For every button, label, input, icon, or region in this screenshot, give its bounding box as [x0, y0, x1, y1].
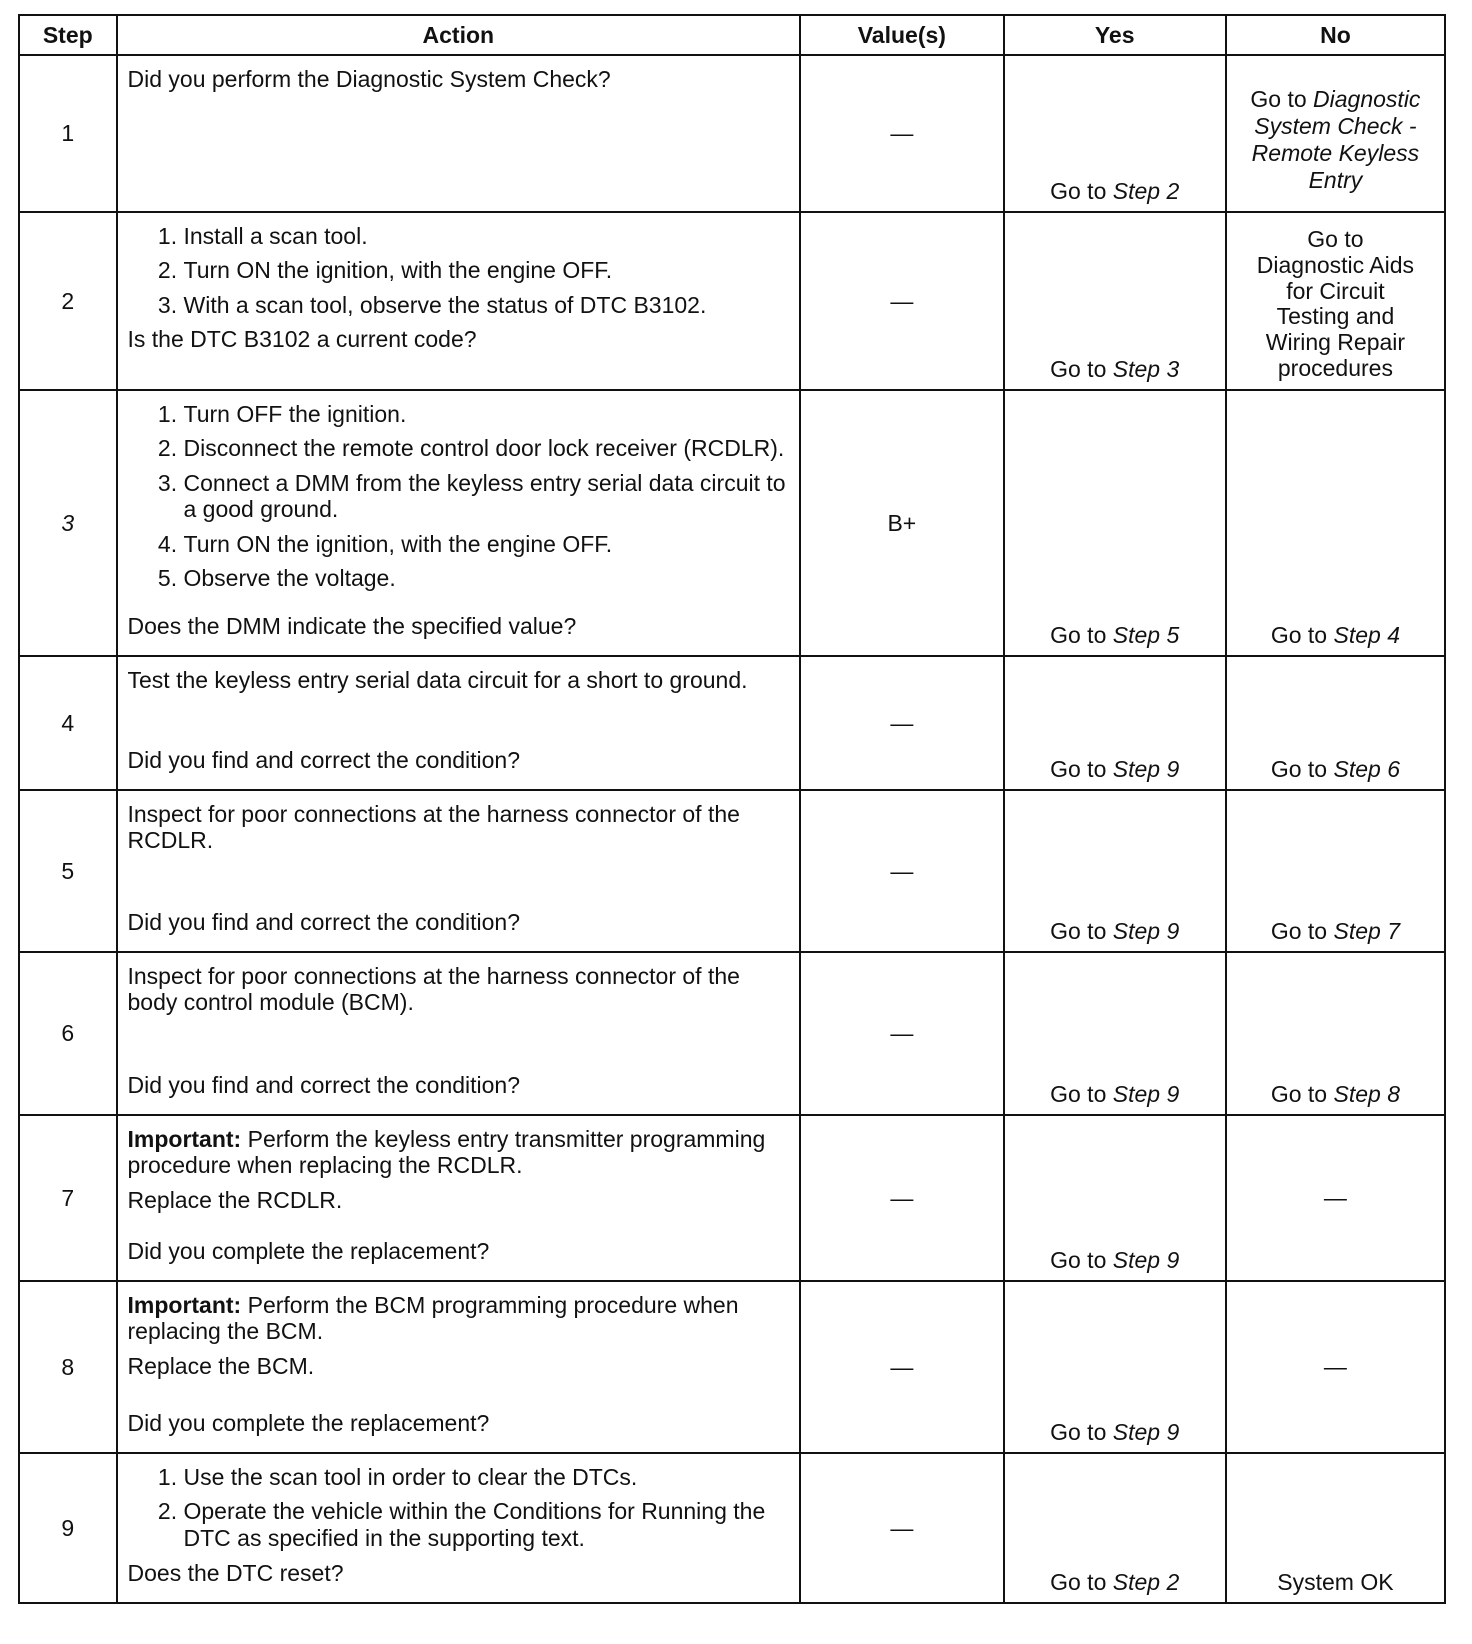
no-cell: [1226, 390, 1445, 656]
list-item: 2. Operate the vehicle within the Conditions for Running the DTC as specified in the supporting text.: [184, 1498, 790, 1551]
goto-prefix: Go to: [1270, 756, 1328, 782]
important-label: Important:: [127, 1126, 242, 1152]
value-cell: B+: [800, 390, 1003, 656]
goto-prefix: Go to: [1050, 1081, 1107, 1107]
table-row: [19, 1453, 1445, 1603]
no-cell: [1226, 952, 1445, 1115]
important-text: Perform the BCM programming procedure when replacing the BCM.: [127, 1292, 739, 1345]
question-text: Did you find and correct the condition?: [127, 746, 521, 773]
action-cell: [117, 390, 801, 656]
yes-cell: [1004, 390, 1226, 656]
goto-prefix: Go to: [1270, 918, 1328, 944]
yes-goto: [1005, 756, 1225, 783]
no-cell: [1226, 790, 1445, 952]
value-cell: —: [800, 790, 1003, 952]
value-cell: —: [800, 952, 1003, 1115]
action-cell: [117, 212, 801, 390]
no-cell: [1226, 1115, 1445, 1281]
no-cell: [1226, 1453, 1445, 1603]
action-text: Test the keyless entry serial data circuit for a short to ground.: [127, 667, 748, 693]
yes-goto: [1005, 1081, 1225, 1108]
no-goto: [1227, 756, 1444, 783]
important-label: Important:: [127, 1292, 242, 1318]
list-item: 1. Install a scan tool.: [184, 223, 790, 249]
yes-goto: [1005, 178, 1225, 205]
yes-cell: [1004, 656, 1226, 790]
no-cell: [1226, 656, 1445, 790]
goto-prefix: Go to: [1050, 1569, 1107, 1595]
goto-prefix: Go to: [1050, 622, 1107, 648]
step-number: 9: [19, 1453, 117, 1603]
action-cell: [117, 952, 801, 1115]
no-goto: [1227, 1081, 1444, 1108]
question-text: Is the DTC B3102 a current code?: [127, 326, 477, 353]
goto-target: Step 6: [1333, 756, 1400, 782]
yes-goto: [1005, 1419, 1225, 1446]
step-number: 3: [19, 390, 117, 656]
no-cell: [1226, 212, 1445, 390]
question-text: Does the DMM indicate the specified value?: [127, 612, 577, 639]
important-note: [128, 1126, 790, 1179]
question-text: Does the DTC reset?: [127, 1559, 344, 1586]
value-cell: —: [800, 212, 1003, 390]
no-goto: Go to Diagnostic Aids for Circuit Testing and Wiring Repair procedures: [1256, 226, 1415, 381]
list-item: 2. Turn ON the ignition, with the engine OFF.: [184, 257, 790, 283]
header-no: No: [1226, 15, 1445, 55]
question-text: Did you find and correct the condition?: [127, 908, 521, 935]
yes-cell: [1004, 790, 1226, 952]
question-text: Did you find and correct the condition?: [127, 1071, 521, 1098]
goto-target: Step 7: [1333, 918, 1400, 944]
yes-cell: [1004, 55, 1226, 212]
important-text: Perform the keyless entry transmitter programming procedure when replacing the RCDLR.: [127, 1126, 766, 1179]
action-text: Inspect for poor connections at the harness connector of the body control module (BCM).: [127, 963, 740, 1016]
goto-target: Step 4: [1333, 622, 1400, 648]
list-item: 1. Turn OFF the ignition.: [184, 401, 790, 427]
goto-prefix: Go to: [1050, 918, 1107, 944]
table-row: [19, 390, 1445, 656]
goto-target: Step 2: [1112, 1569, 1180, 1595]
goto-target: Step 9: [1112, 1247, 1180, 1273]
step-number: 7: [19, 1115, 117, 1281]
table-row: [19, 656, 1445, 790]
yes-cell: [1004, 1453, 1226, 1603]
action-text: Inspect for poor connections at the harness connector of the RCDLR.: [127, 801, 740, 854]
yes-cell: [1004, 1115, 1226, 1281]
no-cell: [1226, 55, 1445, 212]
header-step: Step: [19, 15, 117, 55]
question-text: Did you complete the replacement?: [127, 1237, 490, 1264]
no-value: —: [1323, 1184, 1347, 1211]
no-value: System OK: [1277, 1569, 1394, 1595]
list-item: 4. Turn ON the ignition, with the engine OFF.: [184, 531, 790, 557]
step-number: 2: [19, 212, 117, 390]
action-cell: [117, 656, 801, 790]
action-text: Did you perform the Diagnostic System Check?: [127, 66, 611, 92]
step-number: 4: [19, 656, 117, 790]
goto-target: Step 9: [1112, 1081, 1180, 1107]
action-text: Replace the RCDLR.: [127, 1186, 343, 1213]
action-cell: [117, 1453, 801, 1603]
header-row: [19, 15, 1445, 55]
no-goto: Go to Diagnostic System Check - Remote Keyless Entry: [1250, 86, 1421, 194]
yes-cell: [1004, 212, 1226, 390]
no-cell: [1226, 1281, 1445, 1453]
goto-target: Step 5: [1112, 622, 1180, 648]
value-cell: —: [800, 1453, 1003, 1603]
goto-prefix: Go to: [1270, 1081, 1328, 1107]
goto-target: Step 9: [1112, 918, 1180, 944]
step-number: 5: [19, 790, 117, 952]
header-yes: Yes: [1004, 15, 1226, 55]
yes-goto: [1005, 356, 1225, 383]
diagnostic-table: [18, 14, 1446, 1604]
yes-goto: [1005, 1247, 1225, 1274]
table-row: [19, 1281, 1445, 1453]
goto-prefix: Go to: [1050, 178, 1107, 204]
action-text: Replace the BCM.: [127, 1352, 315, 1379]
goto-target: Step 9: [1112, 1419, 1180, 1445]
action-cell: [117, 1115, 801, 1281]
list-item: 3. Connect a DMM from the keyless entry serial data circuit to a good ground.: [184, 470, 790, 523]
yes-goto: [1005, 1569, 1225, 1596]
goto-prefix: Go to: [1270, 622, 1328, 648]
value-cell: —: [800, 656, 1003, 790]
list-item: 1. Use the scan tool in order to clear the DTCs.: [184, 1464, 790, 1490]
list-item: 2. Disconnect the remote control door lock receiver (RCDLR).: [184, 435, 790, 461]
goto-target: Step 3: [1112, 356, 1180, 382]
no-value: —: [1323, 1353, 1347, 1380]
yes-cell: [1004, 1281, 1226, 1453]
table-row: [19, 790, 1445, 952]
goto-target: Step 9: [1112, 756, 1180, 782]
header-values: Value(s): [800, 15, 1003, 55]
value-cell: —: [800, 1115, 1003, 1281]
step-number: 8: [19, 1281, 117, 1453]
goto-target: Step 8: [1333, 1081, 1400, 1107]
table-row: [19, 212, 1445, 390]
action-cell: [117, 790, 801, 952]
step-number: 6: [19, 952, 117, 1115]
no-goto: [1227, 622, 1444, 649]
yes-cell: [1004, 952, 1226, 1115]
goto-target: Step 2: [1112, 178, 1180, 204]
goto-prefix: Go to: [1050, 1419, 1107, 1445]
yes-goto: [1005, 918, 1225, 945]
step-number: 1: [19, 55, 117, 212]
table-row: [19, 55, 1445, 212]
value-cell: —: [800, 55, 1003, 212]
list-item: 5. Observe the voltage.: [184, 565, 790, 591]
goto-prefix: Go to: [1050, 356, 1107, 382]
list-item: 3. With a scan tool, observe the status of DTC B3102.: [184, 292, 790, 318]
value-cell: —: [800, 1281, 1003, 1453]
header-action: Action: [117, 15, 801, 55]
action-cell: [117, 55, 801, 212]
action-cell: [117, 1281, 801, 1453]
yes-goto: [1005, 622, 1225, 649]
table-row: [19, 1115, 1445, 1281]
table-row: [19, 952, 1445, 1115]
no-goto: [1227, 918, 1444, 945]
important-note: [128, 1292, 790, 1345]
question-text: Did you complete the replacement?: [127, 1409, 490, 1436]
goto-prefix: Go to: [1050, 1247, 1107, 1273]
goto-prefix: Go to: [1050, 756, 1107, 782]
